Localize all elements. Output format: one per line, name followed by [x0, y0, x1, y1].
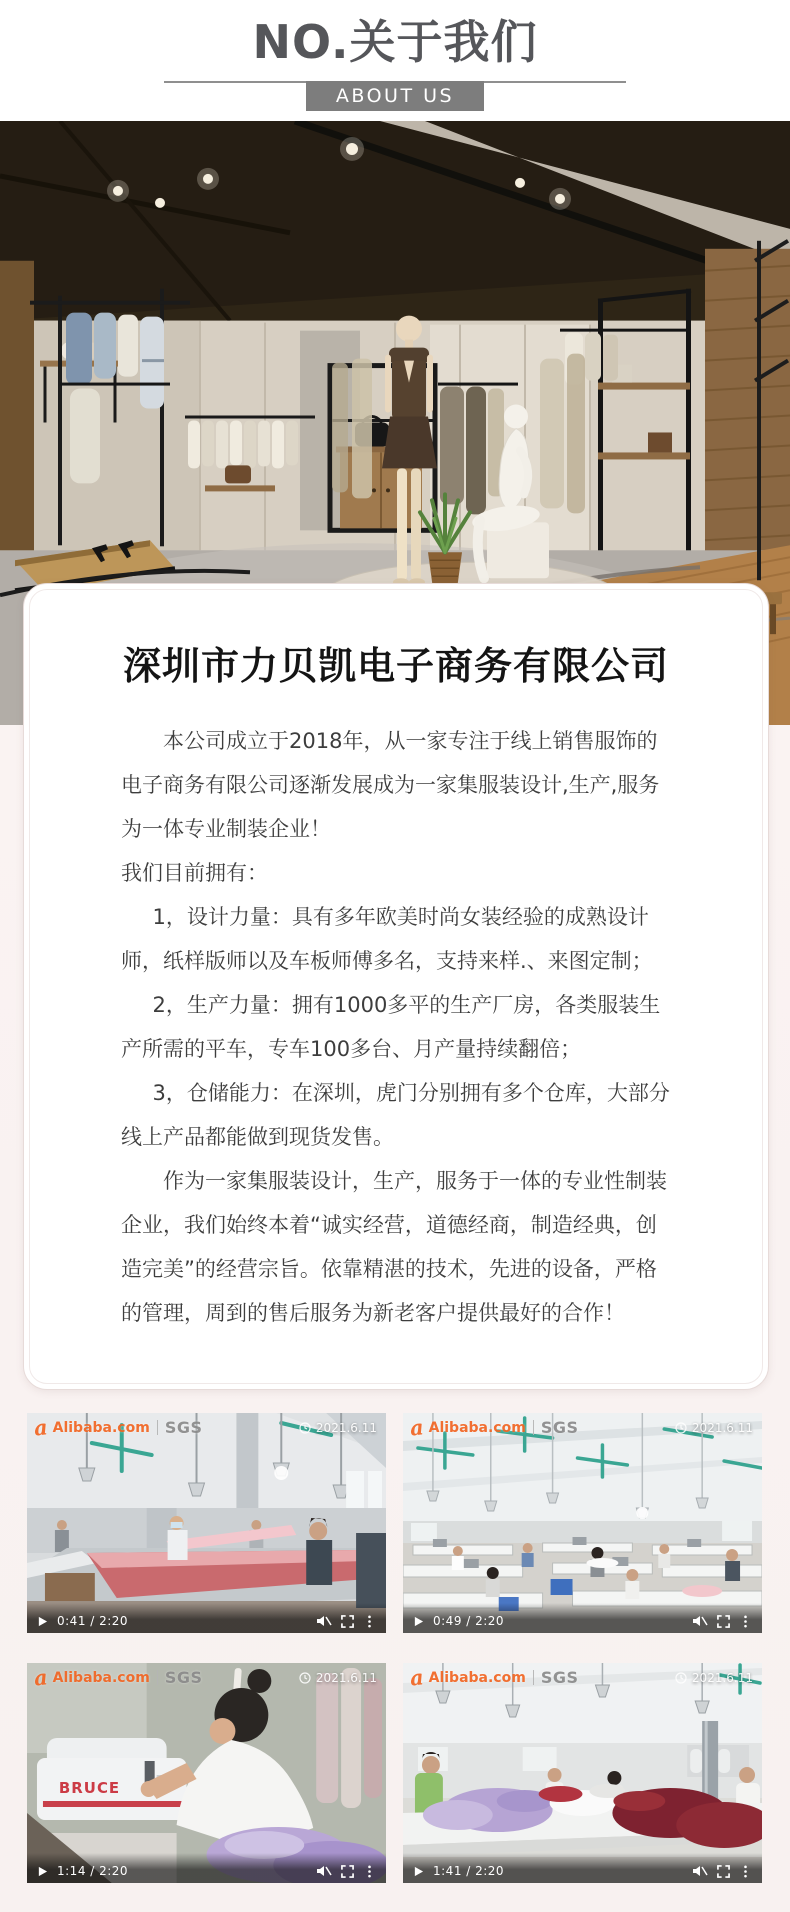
video-controls: [403, 1603, 762, 1633]
alibaba-logo-icon: a: [32, 1663, 49, 1691]
fullscreen-icon: [717, 1615, 730, 1628]
play-icon: [37, 1616, 48, 1627]
kebab-menu-icon: [363, 1865, 376, 1878]
play-button[interactable]: [37, 1866, 48, 1877]
alibaba-brand-text: Alibaba.com: [428, 1419, 526, 1436]
muted-volume-icon: [316, 1865, 332, 1877]
page-title-no: NO.: [252, 15, 350, 69]
more-options-button[interactable]: [739, 1615, 752, 1628]
video-finishing-table[interactable]: [403, 1663, 762, 1883]
alibaba-watermark: [408, 1413, 579, 1441]
video-controls: [403, 1853, 762, 1883]
video-cutting-room[interactable]: [27, 1413, 386, 1633]
video-sewing-closeup[interactable]: [27, 1663, 386, 1883]
watermark-divider: [157, 1670, 158, 1685]
mute-button[interactable]: [692, 1865, 708, 1877]
fullscreen-icon: [341, 1865, 354, 1878]
intro-paragraph: 2，生产力量：拥有1000多平的生产厂房，各类服装生产所需的平车，专车100多台、月产量持续翻倍；: [121, 993, 661, 1061]
more-options-button[interactable]: [739, 1865, 752, 1878]
muted-volume-icon: [316, 1615, 332, 1627]
clock-icon: [299, 1672, 311, 1684]
mute-button[interactable]: [316, 1615, 332, 1627]
intro-paragraph: 我们目前拥有：: [121, 861, 268, 885]
video-date-badge: [675, 1671, 753, 1685]
machine-brand-text: BRUCE: [58, 1778, 121, 1798]
fullscreen-button[interactable]: [341, 1615, 354, 1628]
page-title-cn: 关于我们: [349, 15, 538, 69]
muted-volume-icon: [692, 1615, 708, 1627]
kebab-menu-icon: [739, 1865, 752, 1878]
video-thumbnail: [27, 1663, 386, 1883]
sgs-logo-text: SGS: [164, 1668, 203, 1687]
clock-icon: [675, 1422, 687, 1434]
video-time: 1:41 / 2:20: [433, 1864, 505, 1878]
video-thumbnail: [403, 1663, 762, 1883]
more-options-button[interactable]: [363, 1615, 376, 1628]
company-intro: [24, 719, 768, 1335]
video-controls: [27, 1603, 386, 1633]
fullscreen-button[interactable]: [341, 1865, 354, 1878]
video-date-badge: [299, 1421, 377, 1435]
video-sewing-floor[interactable]: [403, 1413, 762, 1633]
about-us-badge: ABOUT US: [306, 81, 484, 111]
fullscreen-button[interactable]: [717, 1865, 730, 1878]
company-card: [23, 583, 769, 1390]
play-icon: [413, 1866, 424, 1877]
company-name: 深圳市力贝凯电子商务有限公司: [122, 644, 669, 688]
alibaba-brand-text: Alibaba.com: [428, 1669, 526, 1686]
video-date: 2021.6.11: [691, 1421, 753, 1435]
sgs-logo-text: SGS: [540, 1418, 579, 1437]
sgs-logo-text: SGS: [164, 1418, 203, 1437]
intro-paragraph: 3，仓储能力：在深圳，虎门分别拥有多个仓库，大部分线上产品都能做到现货发售。: [121, 1081, 670, 1149]
alibaba-logo-icon: a: [408, 1663, 425, 1691]
intro-paragraph: 作为一家集服装设计，生产，服务于一体的专业性制装企业，我们始终本着“诚实经营，道德经商，制造经典，创造完美”的经营宗旨。依靠精湛的技术，先进的设备，严格的管理，周到的售后服务为新老客户提供最好的合作！: [121, 1169, 667, 1325]
watermark-divider: [533, 1420, 534, 1435]
clock-icon: [299, 1422, 311, 1434]
play-button[interactable]: [413, 1616, 424, 1627]
alibaba-watermark: [408, 1663, 579, 1691]
factory-video-grid: [27, 1413, 763, 1883]
fullscreen-button[interactable]: [717, 1615, 730, 1628]
alibaba-brand-text: Alibaba.com: [52, 1669, 150, 1686]
section-header: [0, 0, 790, 120]
page-title: [0, 6, 790, 72]
watermark-divider: [533, 1670, 534, 1685]
alibaba-logo-icon: a: [32, 1413, 49, 1441]
alibaba-watermark: [32, 1413, 203, 1441]
play-button[interactable]: [413, 1866, 424, 1877]
watermark-divider: [157, 1420, 158, 1435]
muted-volume-icon: [692, 1865, 708, 1877]
kebab-menu-icon: [739, 1615, 752, 1628]
video-date: 2021.6.11: [315, 1671, 377, 1685]
video-controls: [27, 1853, 386, 1883]
sgs-logo-text: SGS: [540, 1668, 579, 1687]
play-button[interactable]: [37, 1616, 48, 1627]
kebab-menu-icon: [363, 1615, 376, 1628]
clock-icon: [675, 1672, 687, 1684]
intro-paragraph: 1，设计力量：具有多年欧美时尚女装经验的成熟设计师，纸样版师以及车板师傅多名，支持来样.、来图定制；: [121, 905, 653, 973]
alibaba-watermark: [32, 1663, 203, 1691]
play-icon: [413, 1616, 424, 1627]
alibaba-brand-text: Alibaba.com: [52, 1419, 150, 1436]
video-thumbnail: [27, 1413, 386, 1633]
video-thumbnail: [403, 1413, 762, 1633]
video-date: 2021.6.11: [315, 1421, 377, 1435]
alibaba-logo-icon: a: [408, 1413, 425, 1441]
video-date-badge: [299, 1671, 377, 1685]
intro-paragraph: 本公司成立于2018年，从一家专注于线上销售服饰的电子商务有限公司逐渐发展成为一家集服装设计,生产,服务为一体专业制装企业！: [121, 729, 660, 841]
play-icon: [37, 1866, 48, 1877]
video-time: 0:49 / 2:20: [433, 1614, 505, 1628]
video-date-badge: [675, 1421, 753, 1435]
video-date: 2021.6.11: [691, 1671, 753, 1685]
video-time: 0:41 / 2:20: [57, 1614, 129, 1628]
video-time: 1:14 / 2:20: [57, 1864, 129, 1878]
mute-button[interactable]: [692, 1615, 708, 1627]
mute-button[interactable]: [316, 1865, 332, 1877]
fullscreen-icon: [717, 1865, 730, 1878]
more-options-button[interactable]: [363, 1865, 376, 1878]
fullscreen-icon: [341, 1615, 354, 1628]
